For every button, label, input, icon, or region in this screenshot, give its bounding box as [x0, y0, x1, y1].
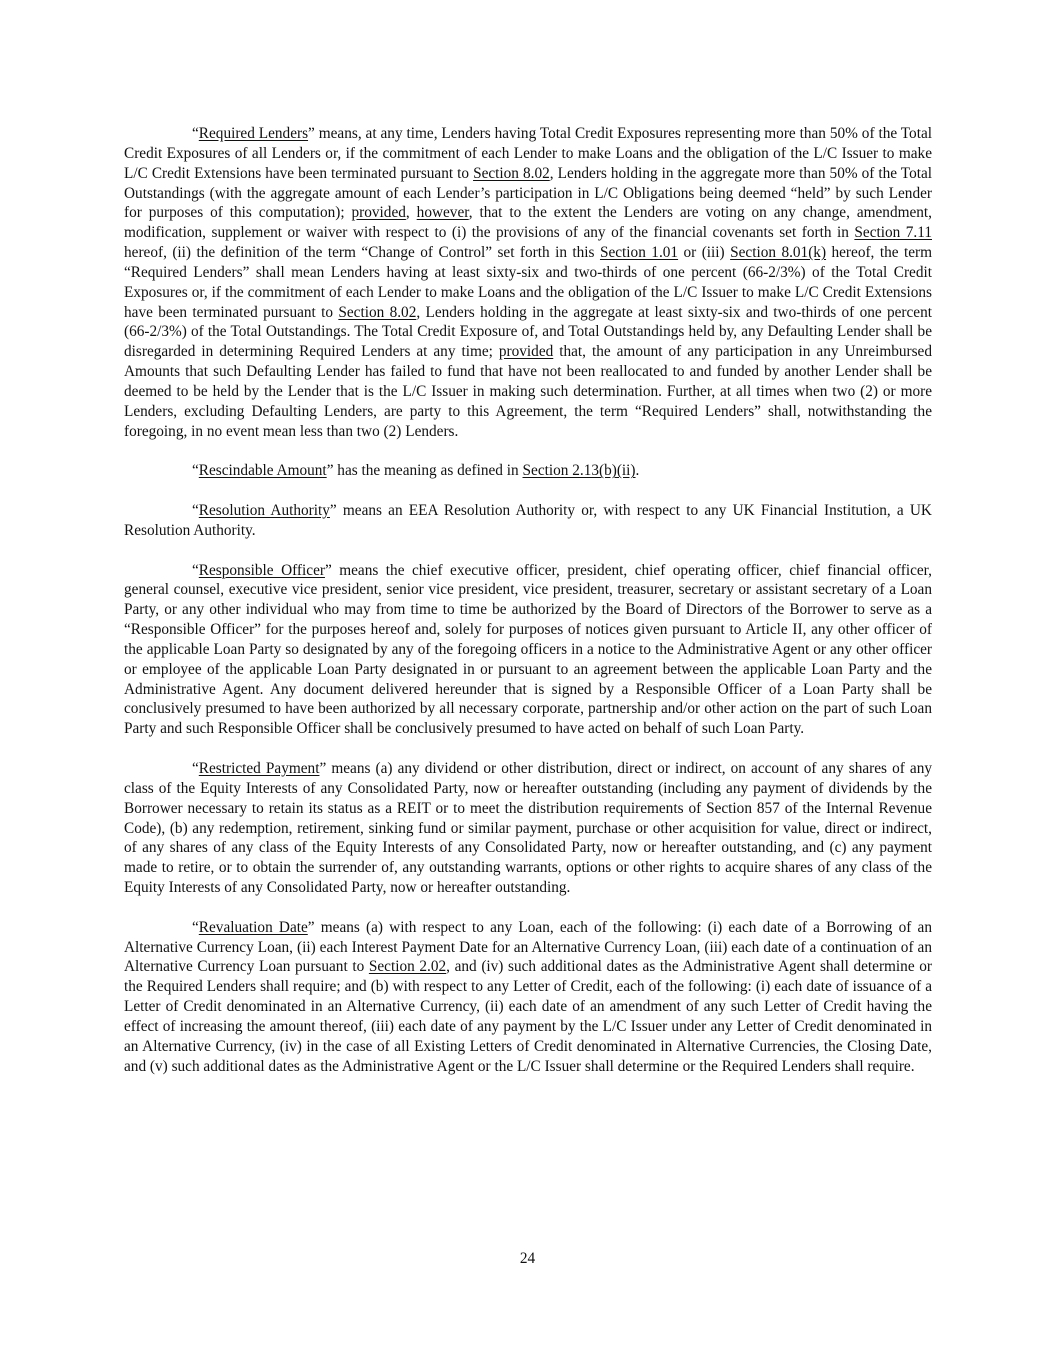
definition-text: , that to the extent the Lenders are voting on any change, amendment, modification, supplement or waiver with respect to (i) the provisions of any of the financial covenants set forth in	[124, 204, 933, 242]
cross-reference: Section 8.02	[338, 303, 417, 321]
document-body	[124, 124, 932, 1096]
definition-text: that, the amount of any participation in any Unreimbursed Amounts that such Defaulting Lender has failed to fund that have not been reallocated to and funded by another Lender shall be deemed to be held by the Lender that is the L/C Issuer in making such determination. Further, at all times when two (2) or more Lenders, excluding Defaulting Lenders, are party to this Agreement, the term “Required Lenders” shall, notwithstanding the foregoing, in no event mean less than two (2) Lenders.	[124, 343, 932, 440]
cross-reference: Section 1.01	[599, 244, 679, 262]
page-number: 24	[519, 1250, 536, 1267]
definition-text: ,	[405, 204, 417, 222]
defined-term: Revaluation Date	[198, 918, 308, 936]
definition-text: ” means the chief executive officer, president, chief operating officer, chief financial officer, general counsel, executive vice president, senior vice president, vice president, treasurer, secretary or assistant secretary of a Loan Party, or any other individual who may from time to time be authorized by the Board of Directors of the Borrower to serve as a “Responsible Officer” for the purposes hereof and, solely for purposes of notices given pursuant to Article II, any other officer of the applicable Loan Party so designated by any of the foregoing officers in a notice to the Administrative Agent or any other officer or employee of the applicable Loan Party designated in or pursuant to an agreement between the applicable Loan Party and the Administrative Agent. Any document delivered hereunder that is signed by a Responsible Officer of a Loan Party shall be conclusively presumed to have been authorized by all necessary corporate, partnership and/or other action on the part of such Loan Party and such Responsible Officer shall be conclusively presumed to have acted on behalf of such Loan Party.	[124, 561, 932, 738]
definition-text: , Lenders holding in the aggregate at least sixty-six and two-thirds of one percent (66-2/3%) of the Total Outstandings. The Total Credit Exposure of, and Total Outstandings held by, any Defaulting Lender shall be disregarded in determining Required Lenders at any time;	[124, 303, 932, 361]
definition-text: “	[192, 561, 199, 579]
definition-responsible-officer	[124, 561, 932, 740]
definition-text: ” means an EEA Resolution Authority or, with respect to any UK Financial Institution, a UK Resolution Authority.	[124, 502, 932, 539]
cross-reference: Section 8.01(k)	[730, 244, 827, 262]
definition-text: ” means (a) any dividend or other distribution, direct or indirect, on account of any shares of any class of the Equity Interests of any Consolidated Party, now or hereafter outstanding (including any payment of dividends by the Borrower necessary to retain its status as a REIT or to meet the distribution requirements of Section 857 of the Internal Revenue Code), (b) any redemption, retirement, sinking fund or similar payment, purchase or other acquisition for value, direct or indirect, of any shares of any class of the Equity Interests of any Consolidated Party, now or hereafter outstanding, and (c) any payment made to retire, or to obtain the surrender of, any outstanding warrants, options or other rights to acquire shares of any class of the Equity Interests of any Consolidated Party, now or hereafter outstanding.	[124, 760, 932, 897]
defined-term: Resolution Authority	[198, 502, 330, 520]
definition-text: or (iii)	[678, 244, 731, 262]
cross-reference: provided	[498, 343, 554, 361]
definition-text: , and (iv) such additional dates as the Administrative Agent shall determine or the Required Lenders shall require; and (b) with respect to any Letter of Credit, each of the following: (i) each date of issuance of a Letter of Credit denominated in an Alternative Currency, (ii) each date of an amendment of any such Letter of Credit having the effect of increasing the amount thereof, (iii) each date of any payment by the L/C Issuer under any Letter of Credit denominated in an Alternative Currency, (iv) in the case of all Existing Letters of Credit denominated in Alternative Currencies, the Closing Date, and (v) such additional dates as the Administrative Agent or the L/C Issuer shall determine or the Required Lenders shall require.	[124, 958, 932, 1075]
cross-reference: Section 7.11	[854, 224, 932, 242]
definition-text: , Lenders holding in the aggregate more than 50% of the Total Outstandings (with the aggregate amount of each Lender’s participation in L/C Obligations being deemed “held” by such Lender for purposes of this computation);	[124, 164, 933, 222]
definition-text: ” means, at any time, Lenders having Total Credit Exposures representing more than 50% of the Total Credit Exposures of all Lenders or, if the commitment of each Lender to make Loans and the obligation of the L/C Issuer to make L/C Credit Extensions have been terminated pursuant to	[124, 125, 932, 182]
definition-text: hereof, the term “Required Lenders” shall mean Lenders having at least sixty-six and two-thirds of one percent (66-2/3%) of the Total Credit Exposures or, if the commitment of each Lender to make Loans and the obligation of the L/C Issuer to make L/C Credit Extensions have been terminated pursuant to	[124, 244, 932, 321]
cross-reference: Section 2.13(b)(ii)	[522, 462, 636, 480]
definition-text: “	[192, 760, 199, 777]
definition-text: ” has the meaning as defined in	[326, 462, 523, 480]
cross-reference: provided	[351, 204, 406, 222]
defined-term: Responsible Officer	[198, 561, 325, 579]
cross-reference: Section 8.02	[473, 164, 550, 182]
definition-resolution-authority	[124, 501, 932, 541]
definition-text: “	[192, 462, 199, 480]
defined-term: Required Lenders	[198, 125, 309, 142]
definition-revaluation-date	[124, 918, 932, 1077]
definition-required-lenders	[124, 124, 932, 442]
defined-term: Rescindable Amount	[198, 462, 327, 480]
cross-reference: however	[416, 204, 469, 222]
definition-text: “	[192, 125, 199, 142]
definition-text: .	[635, 462, 640, 480]
definition-rescindable-amount	[124, 461, 932, 481]
defined-term: Restricted Payment	[198, 760, 320, 777]
cross-reference: Section 2.02	[368, 958, 447, 976]
definition-restricted-payment	[124, 759, 932, 898]
definition-text: “	[192, 502, 199, 520]
definition-text: “	[192, 918, 199, 936]
definition-text: hereof, (ii) the definition of the term “Change of Control” set forth in this	[124, 244, 600, 262]
definition-text: ” means (a) with respect to any Loan, each of the following: (i) each date of a Borrowing of an Alternative Currency Loan, (ii) each Interest Payment Date for an Alternative Currency Loan, (iii) each date of a continuation of an Alternative Currency Loan pursuant to	[124, 918, 932, 976]
